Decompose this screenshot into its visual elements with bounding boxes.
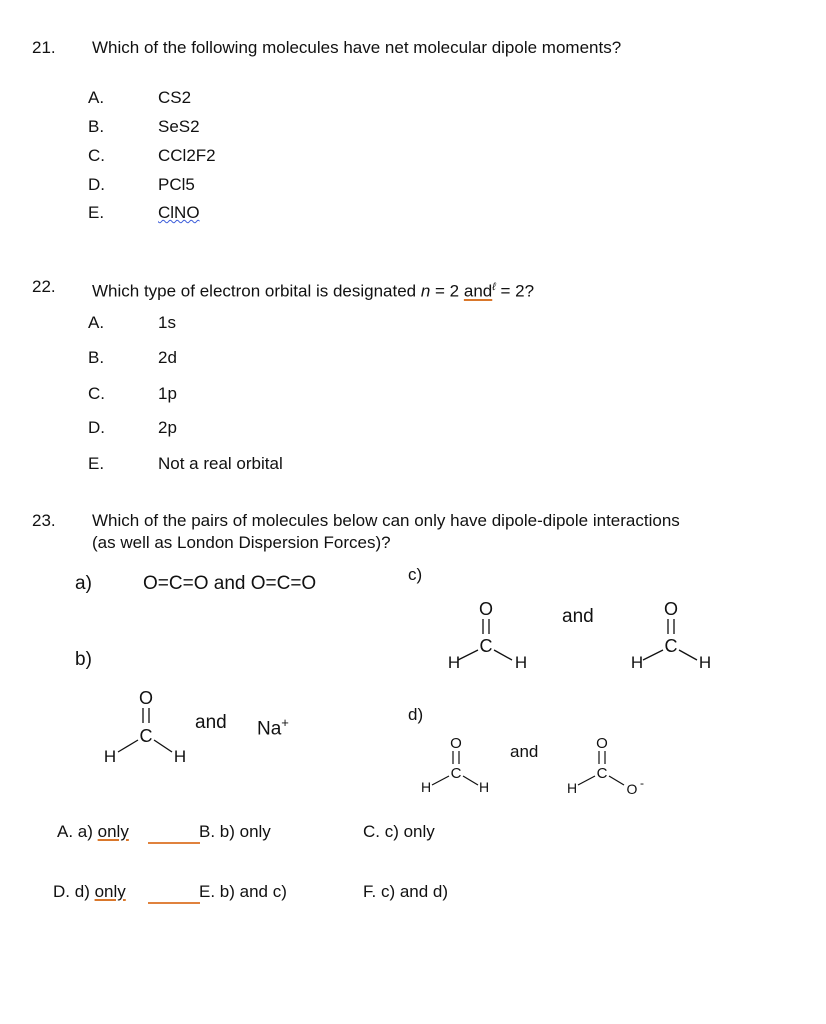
q22-option-a-text: 1s	[158, 313, 176, 332]
answer-b: B. b) only	[199, 822, 271, 841]
pair-a-label: a)	[75, 573, 92, 594]
question-23-number: 23.	[32, 511, 56, 530]
answer-c: C. c) only	[363, 822, 435, 841]
q22-option-e-letter: E.	[88, 454, 105, 473]
q21-option-c-letter: C.	[88, 146, 105, 165]
svg-text:H: H	[103, 747, 117, 766]
svg-text:H: H	[173, 747, 187, 766]
q22-option-c-text: 1p	[158, 384, 177, 403]
svg-text:H: H	[447, 653, 461, 672]
pair-b-and: and	[195, 712, 227, 733]
svg-text:C: C	[450, 765, 462, 782]
formaldehyde-structure-c1	[440, 600, 540, 680]
pair-c-and: and	[562, 606, 594, 627]
question-21-text: Which of the following molecules have net molecular dipole moments?	[92, 38, 622, 57]
pair-b-sodium-ion: Na+	[257, 715, 289, 740]
formaldehyde-structure-d	[412, 735, 502, 795]
q22-option-b-letter: B.	[88, 348, 105, 367]
q22-option-b-text: 2d	[158, 348, 177, 367]
spellcheck-and: and	[463, 281, 493, 301]
question-23-line1: Which of the pairs of molecules below can only have dipole-dipole interactions	[92, 511, 680, 530]
question-22-number: 22.	[32, 277, 56, 296]
formaldehyde-structure-b	[100, 690, 200, 770]
svg-text:O: O	[626, 781, 638, 797]
pair-d-label: d)	[408, 705, 424, 724]
svg-text:O: O	[663, 599, 679, 619]
q22-option-a-letter: A.	[88, 313, 105, 332]
svg-text:H: H	[478, 779, 490, 795]
q21-option-d-letter: D.	[88, 175, 105, 194]
q22-option-d-letter: D.	[88, 418, 105, 437]
svg-text:O: O	[138, 688, 154, 708]
q21-option-e-letter: E.	[88, 203, 105, 222]
svg-text:C: C	[664, 636, 678, 656]
spellcheck-line	[148, 902, 200, 904]
q21-option-a-text: CS2	[158, 88, 192, 107]
svg-text:O: O	[596, 735, 608, 752]
svg-text:C: C	[139, 726, 153, 746]
q21-option-e-text: ClNO	[158, 203, 200, 222]
svg-text:O: O	[478, 599, 494, 619]
q21-option-c-text: CCl2F2	[158, 146, 216, 165]
q21-option-d-text: PCl5	[158, 175, 195, 194]
svg-text:C: C	[596, 765, 608, 782]
svg-text:H: H	[420, 779, 432, 795]
q21-option-b-text: SeS2	[158, 117, 200, 136]
question-22-text: Which type of electron orbital is designated n = 2 and$^\ell$ = 2?	[92, 281, 535, 301]
question-23-line2: (as well as London Dispersion Forces)?	[92, 533, 391, 552]
pair-a-text: O=C=O and O=C=O	[143, 573, 317, 594]
svg-text:H: H	[698, 653, 712, 672]
q22-option-e-text: Not a real orbital	[158, 454, 283, 473]
svg-text:O: O	[450, 735, 462, 752]
spellcheck-line	[148, 842, 200, 844]
pair-c-label: c)	[408, 565, 423, 584]
answer-f: F. c) and d)	[363, 882, 449, 901]
svg-text:H: H	[514, 653, 528, 672]
question-21-number: 21.	[32, 38, 56, 57]
svg-text:H: H	[630, 653, 644, 672]
pair-b-label: b)	[75, 649, 92, 670]
answer-a: A. a) only	[57, 822, 129, 841]
formate-ion-structure	[558, 735, 658, 795]
pair-d-and: and	[510, 742, 539, 761]
q21-option-b-letter: B.	[88, 117, 105, 136]
q21-option-a-letter: A.	[88, 88, 105, 107]
q22-option-d-text: 2p	[158, 418, 177, 437]
answer-e: E. b) and c)	[199, 882, 287, 901]
answer-d: D. d) only	[53, 882, 126, 901]
svg-text:H: H	[566, 780, 578, 796]
formaldehyde-structure-c2	[625, 600, 725, 680]
svg-text:C: C	[479, 636, 493, 656]
svg-text:-: -	[640, 776, 644, 790]
q22-option-c-letter: C.	[88, 384, 105, 403]
